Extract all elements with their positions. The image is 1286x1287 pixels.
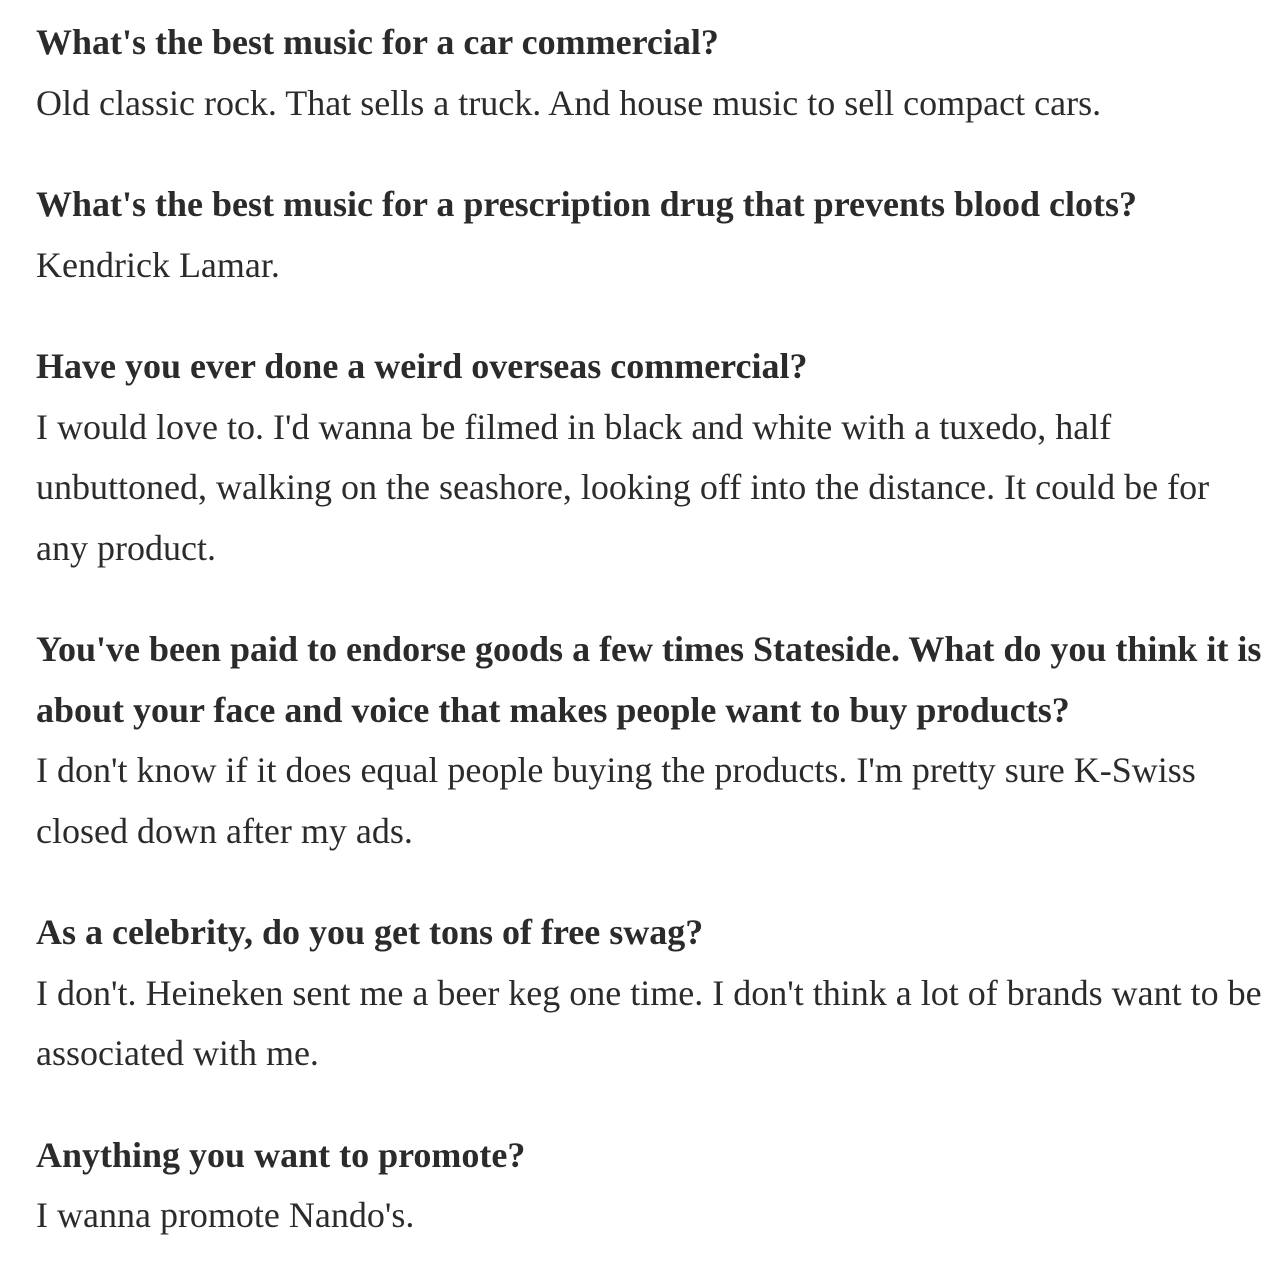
qa-item	[36, 174, 1266, 295]
question-text: Have you ever done a weird overseas commercial?	[36, 346, 808, 386]
question-text: Anything you want to promote?	[36, 1134, 526, 1175]
question-text: You've been paid to endorse goods a few times Stateside. What do you think it is about your face and voice that makes people want to buy products?	[36, 629, 1262, 730]
qa-item	[36, 619, 1266, 861]
qa-item	[36, 336, 1266, 578]
answer-text: I don't know if it does equal people buying the products. I'm pretty sure K-Swiss closed down after my ads.	[36, 750, 1196, 851]
question-text: As a celebrity, do you get tons of free swag?	[36, 912, 704, 952]
qa-item	[36, 12, 1266, 133]
answer-text: I would love to. I'd wanna be filmed in black and white with a tuxedo, half unbuttoned, walking on the seashore, looking off into the distance. It could be for any product.	[36, 406, 1210, 568]
answer-text: I wanna promote Nando's.	[36, 1195, 415, 1235]
interview-article	[36, 12, 1266, 1287]
answer-text: I don't. Heineken sent me a beer keg one time. I don't think a lot of brands want to be associated with me.	[36, 972, 1262, 1073]
qa-item	[36, 1125, 1266, 1246]
answer-text: Old classic rock. That sells a truck. And house music to sell compact cars.	[36, 82, 1102, 123]
answer-text: Kendrick Lamar.	[36, 244, 280, 285]
qa-item	[36, 902, 1266, 1084]
question-text: What's the best music for a prescription drug that prevents blood clots?	[36, 184, 1138, 224]
question-text: What's the best music for a car commercial?	[36, 22, 719, 62]
